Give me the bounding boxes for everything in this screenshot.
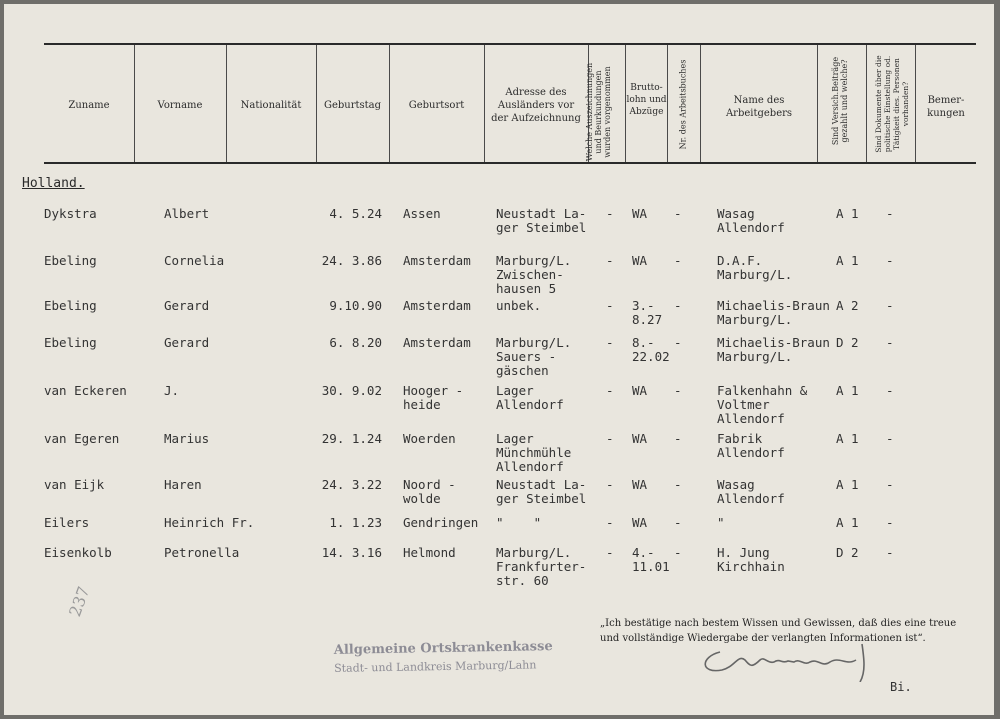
cell-zuname: van Eckeren: [44, 383, 127, 398]
cell-vorname: Gerard: [164, 298, 210, 313]
cell-geburtsort: Woerden: [403, 431, 456, 446]
col-divider: [866, 45, 867, 162]
header-arbeitgeber: Name des Arbeitgebers: [725, 95, 793, 119]
cell-vorname: Marius: [164, 431, 210, 446]
table-row: [4, 254, 994, 294]
cell-beitraege: A 1: [836, 477, 859, 492]
table-row: [4, 478, 994, 518]
cell-geburtsort: Amsterdam: [403, 253, 471, 268]
cell-geburtsort: Noord - wolde: [403, 477, 456, 506]
cell-auszeichnung: -: [606, 431, 614, 446]
cell-dokumente: -: [886, 431, 894, 446]
cell-vorname: Cornelia: [164, 253, 225, 268]
header-nationalitaet: Nationalität: [240, 100, 302, 111]
cell-auszeichnung: -: [606, 206, 614, 221]
cell-auszeichnung: -: [606, 383, 614, 398]
col-divider: [915, 45, 916, 162]
cell-geburtsort: Assen: [403, 206, 441, 221]
cell-zuname: van Egeren: [44, 431, 120, 446]
cell-beitraege: A 1: [836, 253, 859, 268]
cell-dokumente: -: [886, 383, 894, 398]
cell-arbeitgeber: D.A.F. Marburg/L.: [717, 253, 793, 282]
cell-dokumente: -: [886, 335, 894, 350]
cell-arbeitsbuch: -: [674, 545, 682, 560]
section-title: Holland.: [22, 176, 85, 191]
stamp-line-2: Stadt- und Landkreis Marburg/Lahn: [334, 658, 537, 675]
table-row: [4, 207, 994, 247]
cell-geburtstag: 24. 3.86: [321, 253, 382, 268]
cell-arbeitsbuch: -: [674, 477, 682, 492]
table-row: [4, 336, 994, 376]
cell-auszeichnung: -: [606, 335, 614, 350]
cell-zuname: van Eijk: [44, 477, 105, 492]
cell-zuname: Ebeling: [44, 253, 97, 268]
header-zuname: Zuname: [68, 100, 110, 111]
cell-arbeitgeber: Falkenhahn & Voltmer Allendorf: [717, 383, 808, 426]
cell-beitraege: A 1: [836, 431, 859, 446]
cell-beitraege: A 1: [836, 206, 859, 221]
cell-geburtsort: Gendringen: [403, 515, 479, 530]
cell-arbeitsbuch: -: [674, 335, 682, 350]
header-dokumente: Sind Dokumente über die politische Einstellung od. Tätigkeit dies. Personen vorhanden?: [874, 55, 910, 153]
cell-adresse: Neustadt La- ger Steimbel: [496, 206, 587, 235]
cell-auszeichnung: -: [606, 253, 614, 268]
cell-beitraege: A 2: [836, 298, 859, 313]
table-row: [4, 432, 994, 472]
cell-dokumente: -: [886, 253, 894, 268]
cell-vorname: J.: [164, 383, 180, 398]
cell-dokumente: -: [886, 515, 894, 530]
header-geburtsort: Geburtsort: [408, 100, 465, 111]
cell-vorname: Haren: [164, 477, 202, 492]
cell-lohn: 4.- 11.01: [632, 545, 670, 574]
cell-adresse: Marburg/L. Frankfurter- str. 60: [496, 545, 587, 588]
table-header-rule: [44, 162, 976, 164]
cell-dokumente: -: [886, 206, 894, 221]
col-divider: [700, 45, 701, 162]
cell-arbeitgeber: Michaelis-Braun Marburg/L.: [717, 335, 830, 364]
cell-beitraege: A 1: [836, 515, 859, 530]
cell-arbeitgeber: ": [717, 515, 725, 530]
cell-geburtstag: 4. 5.24: [329, 206, 382, 221]
cell-geburtstag: 24. 3.22: [321, 477, 382, 492]
cell-lohn: 3.- 8.27: [632, 298, 663, 327]
cell-zuname: Ebeling: [44, 298, 97, 313]
certification-line-2: und vollständige Wiedergabe der verlangten Informationen ist“.: [600, 633, 926, 644]
cell-adresse: Lager Münchmühle Allendorf: [496, 431, 572, 474]
cell-geburtsort: Amsterdam: [403, 298, 471, 313]
cell-auszeichnung: -: [606, 515, 614, 530]
header-adresse: Adresse des Ausländers vor der Aufzeichnung: [491, 87, 581, 124]
cell-geburtsort: Hooger - heide: [403, 383, 464, 412]
cell-geburtstag: 30. 9.02: [321, 383, 382, 398]
cell-auszeichnung: -: [606, 477, 614, 492]
cell-geburtsort: Helmond: [403, 545, 456, 560]
cell-adresse: Lager Allendorf: [496, 383, 564, 412]
cell-lohn: 8.- 22.02: [632, 335, 670, 364]
cell-auszeichnung: -: [606, 298, 614, 313]
cell-arbeitsbuch: -: [674, 298, 682, 313]
header-bemerkungen: Bemer-kungen: [927, 95, 965, 119]
cell-arbeitsbuch: -: [674, 206, 682, 221]
cell-beitraege: D 2: [836, 335, 859, 350]
pencil-note: 237: [65, 583, 94, 620]
cell-adresse: Neustadt La- ger Steimbel: [496, 477, 587, 506]
cell-arbeitsbuch: -: [674, 515, 682, 530]
cell-vorname: Gerard: [164, 335, 210, 350]
cell-dokumente: -: [886, 298, 894, 313]
cell-adresse: Marburg/L. Sauers - gäschen: [496, 335, 572, 378]
cell-vorname: Petronella: [164, 545, 240, 560]
cell-arbeitsbuch: -: [674, 253, 682, 268]
cell-arbeitsbuch: -: [674, 431, 682, 446]
cell-geburtstag: 9.10.90: [329, 298, 382, 313]
cell-lohn: WA: [632, 253, 648, 268]
col-divider: [667, 45, 668, 162]
cell-geburtstag: 1. 1.23: [329, 515, 382, 530]
cell-geburtstag: 29. 1.24: [321, 431, 382, 446]
table-row: [4, 546, 994, 586]
cell-lohn: WA: [632, 477, 648, 492]
header-vorname: Vorname: [157, 100, 203, 111]
cell-geburtstag: 6. 8.20: [329, 335, 382, 350]
cell-zuname: Ebeling: [44, 335, 97, 350]
cell-arbeitgeber: Michaelis-Braun Marburg/L.: [717, 298, 830, 327]
cell-arbeitsbuch: -: [674, 383, 682, 398]
cell-adresse: Marburg/L. Zwischen- hausen 5: [496, 253, 572, 296]
certification-line-1: „Ich bestätige nach bestem Wissen und Gewissen, daß dies eine treue: [600, 618, 957, 629]
header-beitraege: Sind Versich.Beiträge gezahlt und welche?: [831, 56, 849, 146]
initials: Bi.: [890, 680, 912, 694]
col-divider: [484, 45, 485, 162]
cell-zuname: Eilers: [44, 515, 90, 530]
cell-zuname: Eisenkolb: [44, 545, 112, 560]
header-auszeichnungen: Welche Auszeichnungen und Beurkundungen wurden vorgenommen: [585, 62, 612, 162]
cell-adresse: " ": [496, 515, 542, 530]
cell-arbeitgeber: H. Jung Kirchhain: [717, 545, 785, 574]
cell-adresse: unbek.: [496, 298, 542, 313]
office-stamp: [334, 638, 553, 678]
cell-dokumente: -: [886, 477, 894, 492]
table-row: [4, 384, 994, 424]
cell-arbeitgeber: Wasag Allendorf: [717, 477, 785, 506]
cell-lohn: WA: [632, 515, 648, 530]
cell-beitraege: A 1: [836, 383, 859, 398]
cell-zuname: Dykstra: [44, 206, 97, 221]
document-card: [4, 4, 994, 715]
stamp-line-1: Allgemeine Ortskrankenkasse: [333, 639, 553, 658]
cell-lohn: WA: [632, 383, 648, 398]
cell-geburtstag: 14. 3.16: [321, 545, 382, 560]
cell-arbeitgeber: Fabrik Allendorf: [717, 431, 785, 460]
col-divider: [817, 45, 818, 162]
signature: [690, 632, 890, 682]
table-row: [4, 299, 994, 339]
cell-auszeichnung: -: [606, 545, 614, 560]
cell-lohn: WA: [632, 431, 648, 446]
header-arbeitsbuch: Nr. des Arbeitsbuches: [678, 59, 688, 150]
header-geburtstag: Geburtstag: [323, 100, 382, 111]
cell-arbeitgeber: Wasag Allendorf: [717, 206, 785, 235]
cell-vorname: Heinrich Fr.: [164, 515, 255, 530]
cell-geburtsort: Amsterdam: [403, 335, 471, 350]
cell-vorname: Albert: [164, 206, 210, 221]
cell-beitraege: D 2: [836, 545, 859, 560]
cell-lohn: WA: [632, 206, 648, 221]
header-bruttolohn: Brutto-lohn und Abzüge: [626, 83, 667, 117]
cell-dokumente: -: [886, 545, 894, 560]
